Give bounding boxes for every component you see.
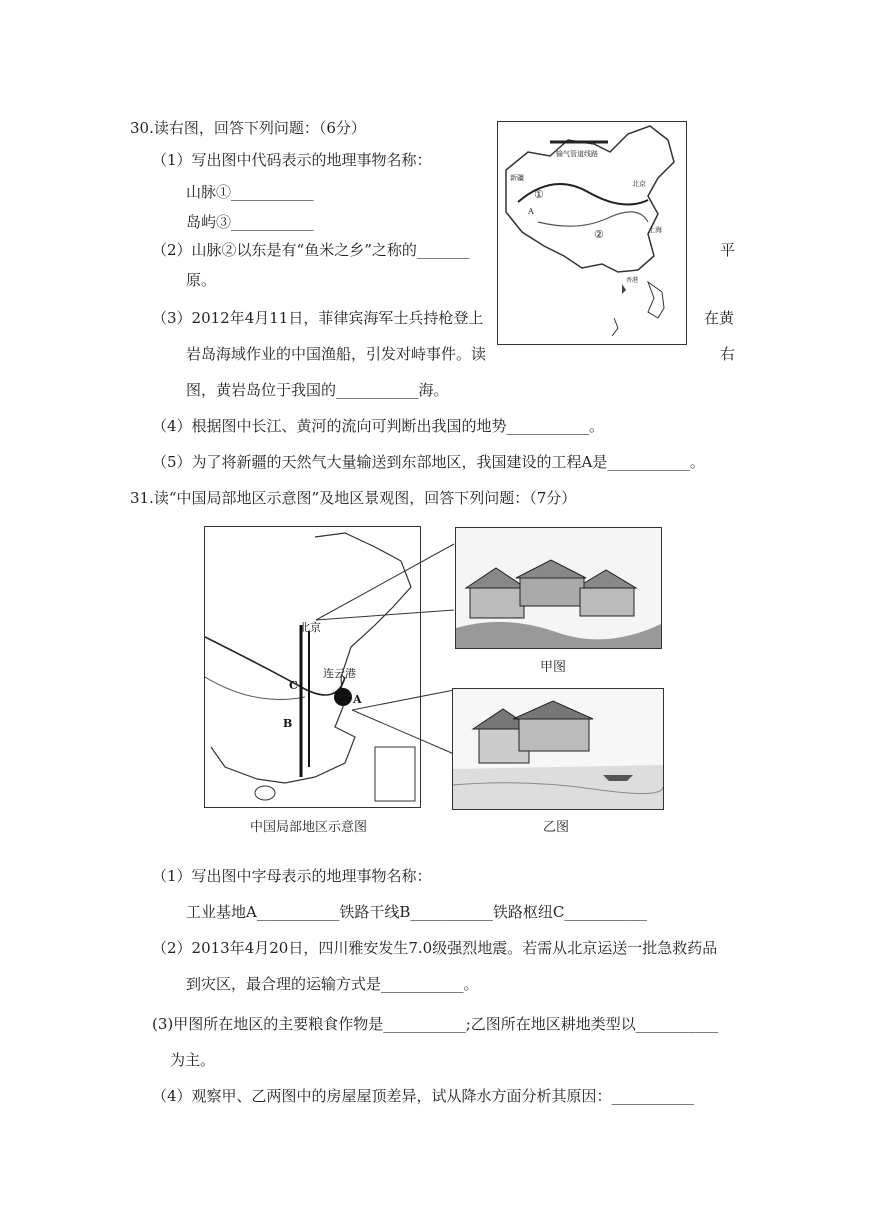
q31-part3-line1: (3)甲图所在地区的主要粮食作物是___________;乙图所在地区耕地类型以___________ bbox=[152, 1015, 719, 1033]
q31-part3-line2: 为主。 bbox=[170, 1051, 216, 1069]
q30-part4: （4）根据图中长江、黄河的流向可判断出我国的地势___________。 bbox=[152, 417, 605, 435]
q31-part2-line2: 到灾区，最合理的运输方式是___________。 bbox=[186, 975, 479, 993]
label-beijing: 北京 bbox=[299, 621, 321, 634]
map-label-a: A bbox=[528, 207, 534, 216]
map-label-marker1: ① bbox=[534, 188, 544, 201]
caption-image-yi: 乙图 bbox=[543, 820, 570, 835]
q30-part3-line3: 图，黄岩岛位于我国的___________海。 bbox=[186, 381, 449, 399]
map-label-beijing: 北京 bbox=[632, 180, 646, 188]
q30-part2-line2: 原。 bbox=[186, 271, 217, 289]
q30-part1-island: 岛屿③___________ bbox=[186, 213, 314, 231]
map-label-marker2: ② bbox=[594, 228, 604, 241]
china-map-q30 bbox=[497, 121, 687, 345]
q30-part2-line1-end: 平 bbox=[720, 241, 736, 259]
q31-part4: （4）观察甲、乙两图中的房屋屋顶差异，试从降水方面分析其原因：___________ bbox=[152, 1087, 695, 1105]
q31-part1: （1）写出图中字母表示的地理事物名称： bbox=[152, 867, 432, 885]
q30-part3-line1-end: 在黄 bbox=[704, 309, 735, 327]
q30-part1: （1）写出图中代码表示的地理事物名称： bbox=[152, 151, 432, 169]
map-label-west: 新疆 bbox=[510, 174, 524, 182]
map-legend-text: 输气管道线路 bbox=[556, 150, 598, 158]
label-b: B bbox=[283, 717, 293, 730]
q30-part1-mountain: 山脉①___________ bbox=[186, 183, 314, 201]
label-lianyungang: 连云港 bbox=[323, 667, 356, 680]
q31-title: 31.读“中国局部地区示意图”及地区景观图，回答下列问题：（7分） bbox=[130, 489, 577, 507]
q30-part5: （5）为了将新疆的天然气大量输送到东部地区，我国建设的工程A是___________。 bbox=[152, 453, 705, 471]
landscape-image-yi bbox=[452, 688, 664, 810]
label-a: A bbox=[353, 693, 362, 706]
label-c: C bbox=[289, 679, 298, 692]
q30-title: 30.读右图，回答下列问题：（6分） bbox=[130, 119, 366, 137]
landscape-image-jia bbox=[455, 527, 662, 649]
connector-lines bbox=[300, 540, 470, 760]
caption-regional-map: 中国局部地区示意图 bbox=[250, 820, 368, 835]
map-label-shanghai: 上海 bbox=[648, 226, 662, 234]
map-label-hk: 香港 bbox=[626, 277, 639, 284]
q30-part3-line2-end: 右 bbox=[720, 345, 736, 363]
q31-part2-line1: （2）2013年4月20日，四川雅安发生7.0级强烈地震。若需从北京运送一批急救药品 bbox=[152, 939, 718, 957]
q31-part1-answers: 工业基地A___________铁路干线B___________铁路枢纽C___________ bbox=[186, 903, 647, 921]
q30-part3-line1: （3）2012年4月11日，菲律宾海军士兵持枪登上 bbox=[152, 309, 484, 327]
caption-image-jia: 甲图 bbox=[540, 660, 567, 675]
q30-part3-line2: 岩岛海域作业的中国渔船，引发对峙事件。读 bbox=[186, 345, 487, 363]
q30-part2-line1: （2）山脉②以东是有“鱼米之乡”之称的_______ bbox=[152, 241, 470, 259]
